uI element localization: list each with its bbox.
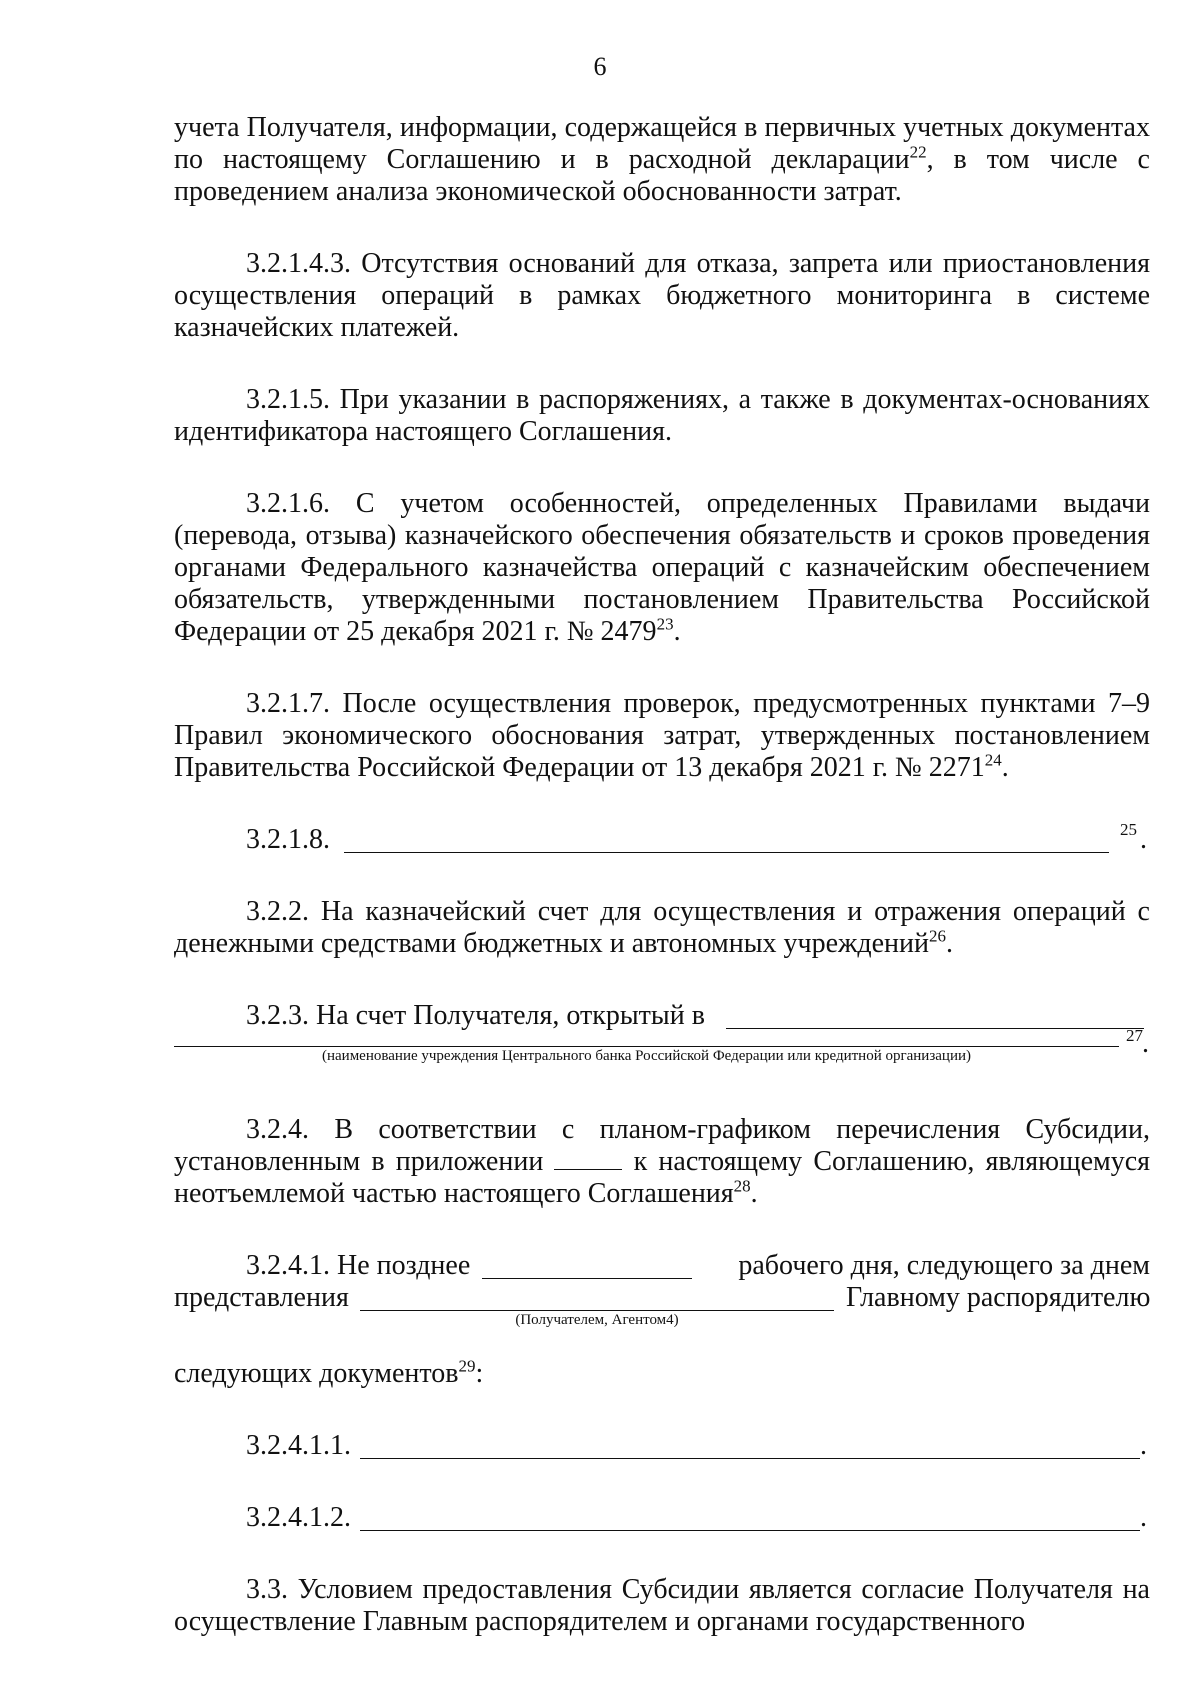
fill-blank[interactable] (360, 1282, 834, 1311)
paragraph-3-2-1-4-3: 3.2.1.4.3. Отсутствия оснований для отказа, запрета или приостановления осуществления операций в рамках бюджетного мониторинга в системе казначейских платежей. (174, 248, 1150, 343)
footnote-ref: 26 (929, 926, 946, 946)
fill-blank[interactable] (554, 1147, 622, 1170)
paragraph-3-2-4-1-line2: представления Главному распорядителю (174, 1282, 1151, 1313)
bank-name-line: 27 . (174, 1032, 1150, 1060)
footnote-ref: 29 (458, 1356, 476, 1376)
paragraph-continuation: учета Получателя, информации, содержащейся в первичных учетных документах по настоящему Соглашению и в расходной декларации$^{22}$, в том числе с проведением анализа экономической обоснованности затрат. (174, 112, 1150, 207)
footnote-ref: 25 (1120, 820, 1137, 839)
fill-blank[interactable] (344, 824, 1109, 853)
paragraph-3-2-4-1-1: 3.2.4.1.1. . (246, 1430, 1147, 1461)
fill-blank[interactable] (360, 1430, 1140, 1459)
paragraph-3-2-4-1-line3: следующих документов$^{29}$: (174, 1356, 484, 1389)
fill-blank[interactable] (726, 1000, 1144, 1029)
footnote-ref: 23 (656, 614, 674, 634)
paragraph-3-2-4-1-2: 3.2.4.1.2. . (246, 1502, 1147, 1533)
paragraph-3-3: 3.3. Условием предоставления Субсидии является согласие Получателя на осуществление Главным распорядителем и органами государственного (174, 1574, 1150, 1637)
footnote-ref: 22 (909, 142, 927, 162)
document-body (174, 112, 1150, 1638)
fill-blank[interactable] (482, 1250, 692, 1279)
paragraph-3-2-4-1-line1: 3.2.4.1. Не позднее рабочего дня, следующего за днем (246, 1250, 1150, 1281)
paragraph-3-2-1-5: 3.2.1.5. При указании в распоряжениях, а также в документах-основаниях идентификатора настоящего Соглашения. (174, 384, 1150, 447)
footnote-ref: 24 (984, 750, 1002, 770)
paragraph-3-2-2: 3.2.2. На казначейский счет для осуществления и отражения операций с денежными средствами бюджетных и автономных учреждений$^{26}$. (174, 896, 1150, 959)
submitter-caption: (Получателем, Агентом4) (515, 1312, 679, 1328)
paragraph-3-2-4: 3.2.4. В соответствии с планом-графиком перечисления Субсидии, установленным в приложении к настоящему Соглашению, являющемуся неотъемлемой частью настоящего Соглашения$^{28}$. (174, 1114, 1151, 1209)
bank-caption: (наименование учреждения Центрального банка Российской Федерации или кредитной организации) (321, 1048, 971, 1064)
footnote-ref: 27 (1126, 1026, 1143, 1045)
paragraph-3-2-1-8: 3.2.1.8. 25 . (174, 824, 1150, 856)
paragraph-3-2-1-6: 3.2.1.6. С учетом особенностей, определенных Правилами выдачи (перевода, отзыва) казначейского обеспечения обязательств и сроков проведения органами Федерального казначейства операций с казначейским обеспечением обязательств, утвержденными постановлением Правительства Российской Федерации от 25 декабря 2021 г. № 2479$^{23}$. (174, 488, 1150, 647)
footnote-ref: 28 (733, 1176, 751, 1196)
paragraph-3-2-3: 3.2.3. На счет Получателя, открытый в (174, 1000, 1150, 1032)
fill-blank[interactable] (174, 1026, 1119, 1047)
fill-blank[interactable] (360, 1502, 1140, 1531)
page-number: 6 (593, 52, 607, 81)
paragraph-3-2-1-7: 3.2.1.7. После осуществления проверок, предусмотренных пунктами 7–9 Правил экономического обоснования затрат, утвержденных постановлением Правительства Российской Федерации от 13 декабря 2021 г. № 2271$^{24}$. (174, 688, 1150, 783)
